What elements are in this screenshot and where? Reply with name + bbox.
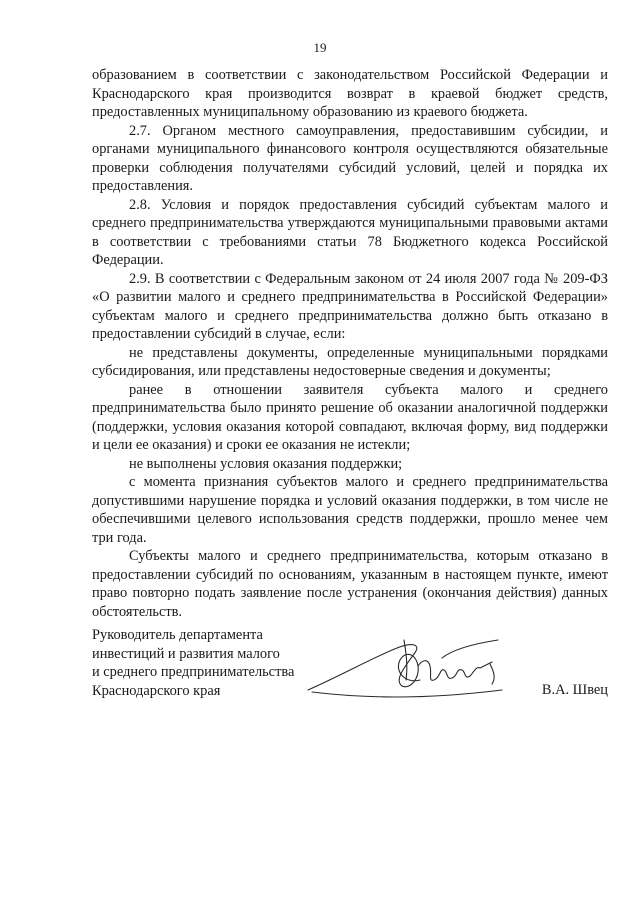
paragraph-2-9: 2.9. В соответствии с Федеральным законом от 24 июля 2007 года № 209-ФЗ «О развитии малого и среднего предпринимательства в Российской Федерации» субъектам малого и среднего предпринимательства должно быть отказано в предоставлении субсидий в случае, если: — [92, 270, 608, 342]
page-number: 19 — [313, 40, 327, 55]
document-body — [92, 66, 608, 621]
position-line: Краснодарского края — [92, 682, 221, 699]
position-line: и среднего предпринимательства — [92, 664, 295, 680]
resubmission-paragraph: Субъекты малого и среднего предпринимательства, которым отказано в предоставлении субсидий по основаниям, указанным в настоящем пункте, имеют право повторно подать заявление после устранения (окончания действия) данных обстоятельств. — [92, 548, 608, 620]
position-line: Руководитель департамента — [92, 627, 263, 643]
paragraph-2-8: 2.8. Условия и порядок предоставления субсидий субъектам малого и среднего предпринимательства утверждаются муниципальными правовыми актами в соответствии с требованиями статьи 78 Бюджетного кодекса Российской Федерации. — [92, 196, 608, 268]
refusal-reason-3: не выполнены условия оказания поддержки; — [129, 455, 403, 472]
position-line: инвестиций и развития малого — [92, 645, 280, 662]
refusal-reason-4: с момента признания субъектов малого и среднего предпринимательства допустившими нарушение порядка и условий оказания поддержки, в том числе не обеспечившими целевого использования средств поддержки, прошло менее чем три года. — [92, 474, 608, 546]
signature-block — [92, 626, 608, 706]
signatory-position — [92, 626, 294, 700]
signatory-name: В.А. Швец — [541, 682, 608, 698]
paragraph-continuation: образованием в соответствии с законодательством Российской Федерации и Краснодарского края производится возврат в краевой бюджет средств, предоставленных муниципальному образованию из краевого бюджета. — [92, 67, 608, 120]
refusal-reason-1: не представлены документы, определенные муниципальными порядками субсидирования, или представлены недостоверные сведения и документы; — [92, 344, 608, 379]
handwritten-signature — [302, 620, 522, 715]
refusal-reason-2: ранее в отношении заявителя субъекта малого и среднего предпринимательства было принято решение об оказании аналогичной поддержки (поддержки, условия оказания которой совпадают, включая форму, вид поддержки и цели ее оказания) и сроки ее оказания не истекли; — [92, 381, 608, 453]
paragraph-2-7: 2.7. Органом местного самоуправления, предоставившим субсидии, и органами муниципального финансового контроля осуществляются обязательные проверки соблюдения получателями субсидий условий, целей и порядка их предоставления. — [92, 122, 608, 194]
